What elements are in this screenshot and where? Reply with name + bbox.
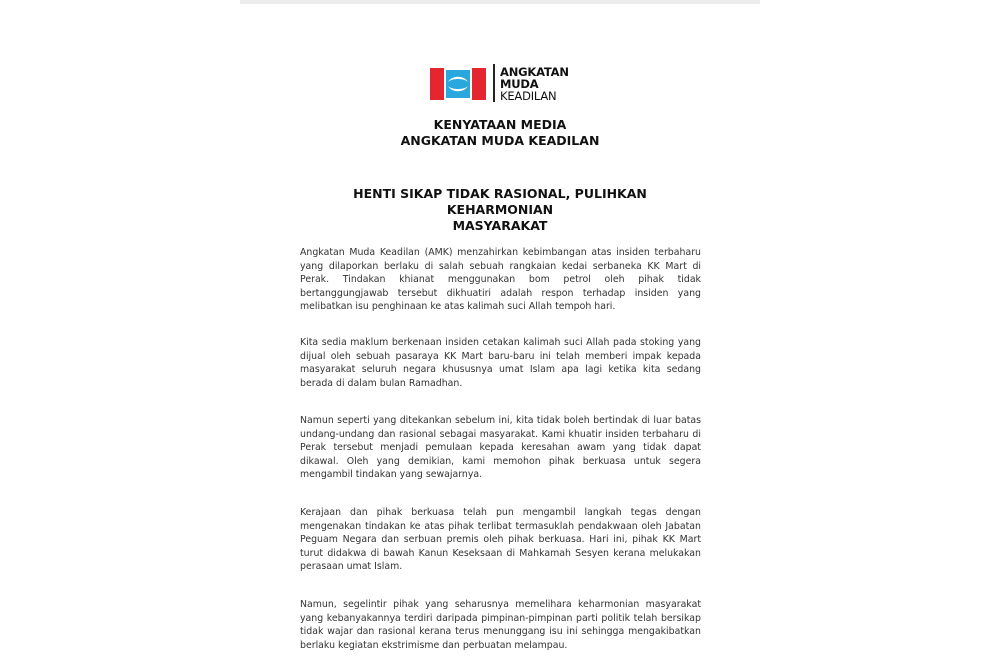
body-paragraph-5: Namun, segelintir pihak yang seharusnya memelihara keharmonian masyarakat yang kebanyakannya terdiri daripada pimpinan-pimpinan parti politik telah bersikap tidak wajar dan rasional kerana terus menunggang isu ini sehingga mengakibatkan berlaku kegiatan ekstrimisme dan perbuatan melampau.	[300, 599, 701, 651]
amk-logo	[430, 64, 580, 104]
body-paragraph-4: Kerajaan dan pihak berkuasa telah pun mengambil langkah tegas dengan mengenakan tindakan ke atas pihak terlibat termasuklah pendakwaan oleh Jabatan Peguam Negara dan serbuan premis oleh pihak berkuasa. Hari ini, pihak KK Mart turut didakwa di bawah Kanun Keseksaan di Mahkamah Sesyen kerana melukakan perasaan umat Islam.	[300, 507, 701, 572]
logo-line-2: MUDA	[500, 77, 539, 91]
title-line-2: ANGKATAN MUDA KEADILAN	[400, 133, 600, 148]
logo-wordmark	[500, 66, 569, 102]
body-paragraph-3: Namun seperti yang ditekankan sebelum ini, kita tidak boleh bertindak di luar batas undang-undang dan rasional sebagai masyarakat. Kami khuatir insiden terbaharu di Perak tersebut menjadi pemulaan kepada keresahan awam yang tidak dapat dikawal. Oleh yang demikian, kami memohon pihak berkuasa untuk segera mengambil tindakan yang sewajarnya.	[300, 415, 701, 480]
headline-line-1: HENTI SIKAP TIDAK RASIONAL, PULIHKAN KEHARMONIAN	[353, 186, 647, 217]
body-paragraph-1: Angkatan Muda Keadilan (AMK) menzahirkan kebimbangan atas insiden terbaharu yang dilaporkan berlaku di salah sebuah rangkaian kedai serbaneka KK Mart di Perak. Tindakan khianat menggunakan bom petrol oleh pihak tidak bertanggungjawab tersebut dikhuatiri adalah respon terhadap insiden yang melibatkan isu penghinaan ke atas kalimah suci Allah tempoh hari.	[300, 247, 701, 312]
party-flag-icon	[430, 68, 486, 100]
headline-line-2: MASYARAKAT	[452, 218, 548, 233]
logo-line-1: ANGKATAN	[500, 65, 569, 79]
logo-line-3: KEADILAN	[500, 89, 557, 103]
press-release-title	[300, 117, 700, 149]
logo-divider	[493, 64, 495, 102]
page-top-edge	[240, 0, 760, 4]
title-line-1: KENYATAAN MEDIA	[433, 117, 567, 132]
body-paragraph-2: Kita sedia maklum berkenaan insiden cetakan kalimah suci Allah pada stoking yang dijual oleh sebuah pasaraya KK Mart baru-baru ini telah memberi impak kepada masyarakat seluruh negara khususnya umat Islam apa lagi ketika kita sedang berada di dalam bulan Ramadhan.	[300, 337, 701, 389]
headline	[300, 186, 700, 234]
